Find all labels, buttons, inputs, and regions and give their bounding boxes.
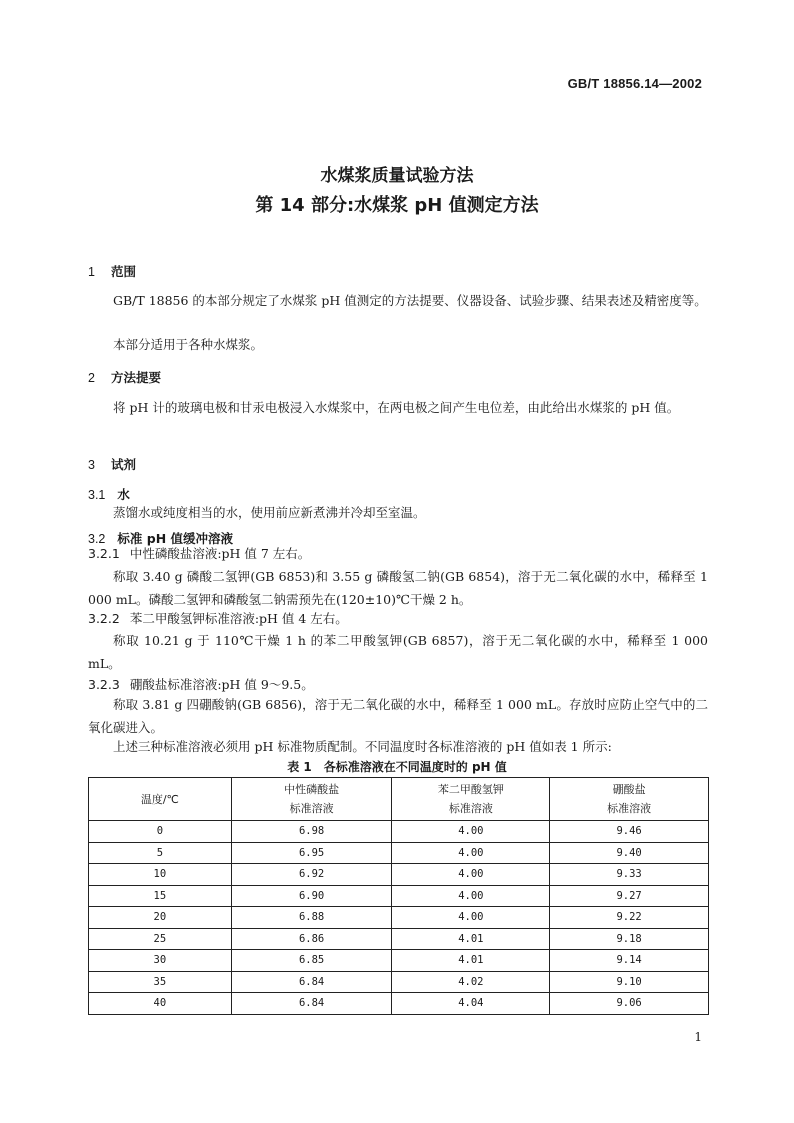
table-header-row	[89, 778, 709, 821]
section-number: 3.1	[88, 488, 106, 502]
header-line: 中性磷酸盐	[284, 783, 340, 796]
paragraph: 上述三种标准溶液必须用 pH 标准物质配制。不同温度时各标准溶液的 pH 值如表 1 所示:	[113, 739, 612, 754]
clause-text: 苯二甲酸氢钾标准溶液:pH 值 4 左右。	[129, 611, 348, 626]
table-cell: 10	[89, 864, 232, 886]
clause-text: 中性磷酸盐溶液:pH 值 7 左右。	[129, 546, 311, 561]
page-number: 1	[694, 1030, 702, 1044]
header-line: 标准溶液	[607, 802, 652, 815]
section-number: 3	[88, 458, 95, 472]
table-cell: 40	[89, 993, 232, 1015]
paragraph: 本部分适用于各种水煤浆。	[113, 337, 264, 352]
table-cell: 6.86	[231, 928, 392, 950]
table-caption: 表 1 各标准溶液在不同温度时的 pH 值	[287, 760, 507, 774]
table-cell: 6.84	[231, 993, 392, 1015]
table-row	[89, 885, 709, 907]
table-cell: 5	[89, 842, 232, 864]
table-cell: 4.04	[392, 993, 550, 1015]
table-cell: 20	[89, 907, 232, 929]
table-row	[89, 928, 709, 950]
section-1-heading	[88, 262, 136, 280]
document-subtitle: 第 14 部分:水煤浆 pH 值测定方法	[255, 195, 539, 216]
section-number: 1	[88, 265, 95, 279]
table-row	[89, 842, 709, 864]
section-title: 方法提要	[110, 370, 161, 385]
section-title: 试剂	[110, 457, 136, 472]
table-cell: 6.90	[231, 885, 392, 907]
paragraph: 蒸馏水或纯度相当的水，使用前应新煮沸并冷却至室温。	[113, 505, 426, 520]
table-cell: 6.98	[231, 821, 392, 843]
clause-text: 硼酸盐标准溶液:pH 值 9～9.5。	[129, 677, 314, 692]
column-header-borate	[550, 778, 709, 821]
table-row	[89, 821, 709, 843]
table-cell: 9.22	[550, 907, 709, 929]
table-cell: 30	[89, 950, 232, 972]
header-line: 标准溶液	[448, 802, 493, 815]
header-line: 标准溶液	[289, 802, 334, 815]
section-title: 范围	[110, 264, 136, 279]
column-header-temperature: 温度/℃	[89, 778, 232, 821]
section-number: 3.2	[88, 532, 106, 546]
table-cell: 0	[89, 821, 232, 843]
table-cell: 9.14	[550, 950, 709, 972]
table-cell: 9.33	[550, 864, 709, 886]
table-cell: 4.00	[392, 842, 550, 864]
clause-3-2-2	[88, 607, 708, 630]
clause-number: 3.2.1	[88, 546, 120, 561]
table-cell: 9.10	[550, 971, 709, 993]
table-cell: 6.88	[231, 907, 392, 929]
table-row	[89, 950, 709, 972]
clause-3-2-1	[88, 542, 708, 565]
table-cell: 4.02	[392, 971, 550, 993]
section-title: 标准 pH 值缓冲溶液	[117, 531, 234, 546]
standard-number: GB/T 18856.14—2002	[567, 76, 702, 91]
paragraph: 将 pH 计的玻璃电极和甘汞电极浸入水煤浆中，在两电极之间产生电位差，由此给出水煤浆的 pH 值。	[113, 400, 680, 415]
table-cell: 9.40	[550, 842, 709, 864]
paragraph: 称取 10.21 g 于 110℃干燥 1 h 的苯二甲酸氢钾(GB 6857)，溶于无二氧化碳的水中，稀释至 1 000 mL。	[88, 633, 708, 671]
table-cell: 9.27	[550, 885, 709, 907]
table-row	[89, 907, 709, 929]
table-cell: 25	[89, 928, 232, 950]
paragraph: 称取 3.81 g 四硼酸钠(GB 6856)，溶于无二氧化碳的水中，稀释至 1 000 mL。存放时应防止空气中的二氧化碳进入。	[88, 697, 708, 735]
table-cell: 4.01	[392, 950, 550, 972]
table-row	[89, 971, 709, 993]
clause-number: 3.2.3	[88, 677, 120, 692]
table-cell: 6.95	[231, 842, 392, 864]
table-row	[89, 864, 709, 886]
table-row	[89, 993, 709, 1015]
table-cell: 4.00	[392, 821, 550, 843]
column-header-phosphate	[231, 778, 392, 821]
table-cell: 15	[89, 885, 232, 907]
document-title: 水煤浆质量试验方法	[320, 166, 474, 186]
paragraph: GB/T 18856 的本部分规定了水煤浆 pH 值测定的方法提要、仪器设备、试验步骤、结果表述及精密度等。	[113, 293, 707, 308]
ph-value-table	[88, 777, 709, 1015]
section-2-heading	[88, 368, 161, 386]
table-cell: 6.84	[231, 971, 392, 993]
table-cell: 35	[89, 971, 232, 993]
clause-number: 3.2.2	[88, 611, 120, 626]
table-cell: 6.92	[231, 864, 392, 886]
column-header-phthalate	[392, 778, 550, 821]
table-cell: 4.00	[392, 907, 550, 929]
section-title: 水	[117, 487, 130, 502]
section-3-heading	[88, 455, 136, 473]
table-cell: 4.01	[392, 928, 550, 950]
table-cell: 6.85	[231, 950, 392, 972]
section-number: 2	[88, 371, 95, 385]
table-cell: 9.46	[550, 821, 709, 843]
table-cell: 9.18	[550, 928, 709, 950]
table-cell: 4.00	[392, 864, 550, 886]
paragraph: 称取 3.40 g 磷酸二氢钾(GB 6853)和 3.55 g 磷酸氢二钠(GB 6854)，溶于无二氧化碳的水中，稀释至 1 000 mL。磷酸二氢钾和磷酸氢二钠需预先在(120±10)℃干燥 2 h。	[88, 569, 708, 607]
header-line: 苯二甲酸氢钾	[437, 783, 504, 796]
table-cell: 4.00	[392, 885, 550, 907]
table-cell: 9.06	[550, 993, 709, 1015]
header-line: 硼酸盐	[612, 783, 646, 796]
